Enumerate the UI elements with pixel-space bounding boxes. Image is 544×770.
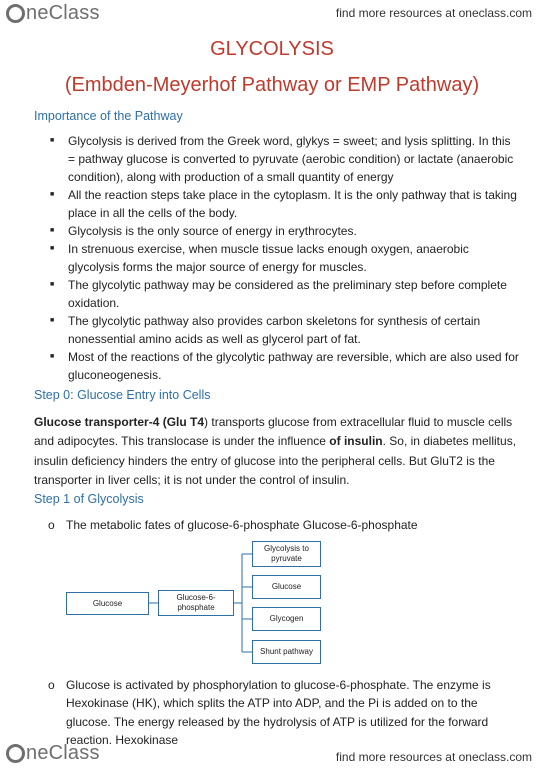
- list-item: ■ All the reaction steps take place in the cytoplasm. It is the only pathway that is taking place in all the cells of the body.: [50, 186, 520, 222]
- diagram-box-glycolysis: Glycolysis to pyruvate: [252, 541, 321, 567]
- heading-step0: Step 0: Glucose Entry into Cells: [34, 388, 211, 402]
- diagram-box-shunt: Shunt pathway: [252, 640, 321, 664]
- list-item: ■ Most of the reactions of the glycolytic pathway are reversible, which are also used for gluconeogenesis.: [50, 348, 520, 384]
- resources-link[interactable]: find more resources at oneclass.com: [335, 6, 532, 20]
- body-text: . So, in diabetes mellitus, insulin deficiency hinders the entry of glucose into the peripheral cells. But GluT2 is the transporter in liver cells; it is not under the control of insulin.: [34, 434, 517, 487]
- heading-importance: Importance of the Pathway: [34, 109, 183, 123]
- diagram-box-g6p: Glucose-6-phosphate: [158, 590, 234, 616]
- list-item: ■ Glycolysis is the only source of energy in erythrocytes.: [50, 222, 520, 240]
- diagram-box-glucose-out: Glucose: [252, 575, 321, 599]
- item-text: The metabolic fates of glucose-6-phosphate Glucose-6-phosphate: [66, 518, 418, 532]
- heading-step1: Step 1 of Glycolysis: [34, 492, 144, 506]
- list-item: ■ The glycolytic pathway may be considered as the preliminary step before complete oxidation.: [50, 276, 520, 312]
- page-title: GLYCOLYSIS: [210, 38, 334, 60]
- item-text: Glucose is activated by phosphorylation to glucose-6-phosphate. The enzyme is Hexokinase (HK), which splits the ATP into ADP, and the Pi is added on to the glucose. The energy released by the hydrolysis of ATP is utilized for the forward reaction. Hexokinase: [66, 678, 491, 748]
- page-subtitle: (Embden-Meyerhof Pathway or EMP Pathway): [64, 74, 480, 96]
- circle-bullet-icon: o: [48, 518, 55, 532]
- logo-text: neClass: [26, 742, 100, 764]
- logo-text: neClass: [26, 2, 100, 24]
- logo-circle-icon: [6, 744, 25, 763]
- diagram-box-glycogen: Glycogen: [252, 607, 321, 631]
- bold-text: of insulin: [329, 434, 383, 449]
- bold-text: Glucose transporter-4 (Glu T4: [34, 415, 205, 429]
- list-item: ■ Glycolysis is derived from the Greek word, glykys = sweet; and lysis splitting. In this = pathway glucose is converted to pyruvate (aerobic condition) or lactate (anaerobic condition), along with production of a small quantity of energy: [50, 132, 520, 186]
- body-text: ) transports glucose from extracellular fluid to muscle cells and adipocytes. This translocase is under the influence: [34, 415, 513, 449]
- list-item: ■ In strenuous exercise, when muscle tissue lacks enough oxygen, anaerobic glycolysis forms the major source of energy for muscles.: [50, 240, 520, 276]
- circle-bullet-icon: o: [48, 678, 55, 692]
- resources-link[interactable]: find more resources at oneclass.com: [335, 750, 532, 764]
- page-footer: [0, 736, 544, 770]
- list-item: ■ The glycolytic pathway also provides carbon skeletons for synthesis of certain nonessential amino acids as well as glycerol part of fat.: [50, 312, 520, 348]
- diagram-box-glucose: Glucose: [66, 592, 149, 615]
- oneclass-logo[interactable]: [6, 742, 100, 765]
